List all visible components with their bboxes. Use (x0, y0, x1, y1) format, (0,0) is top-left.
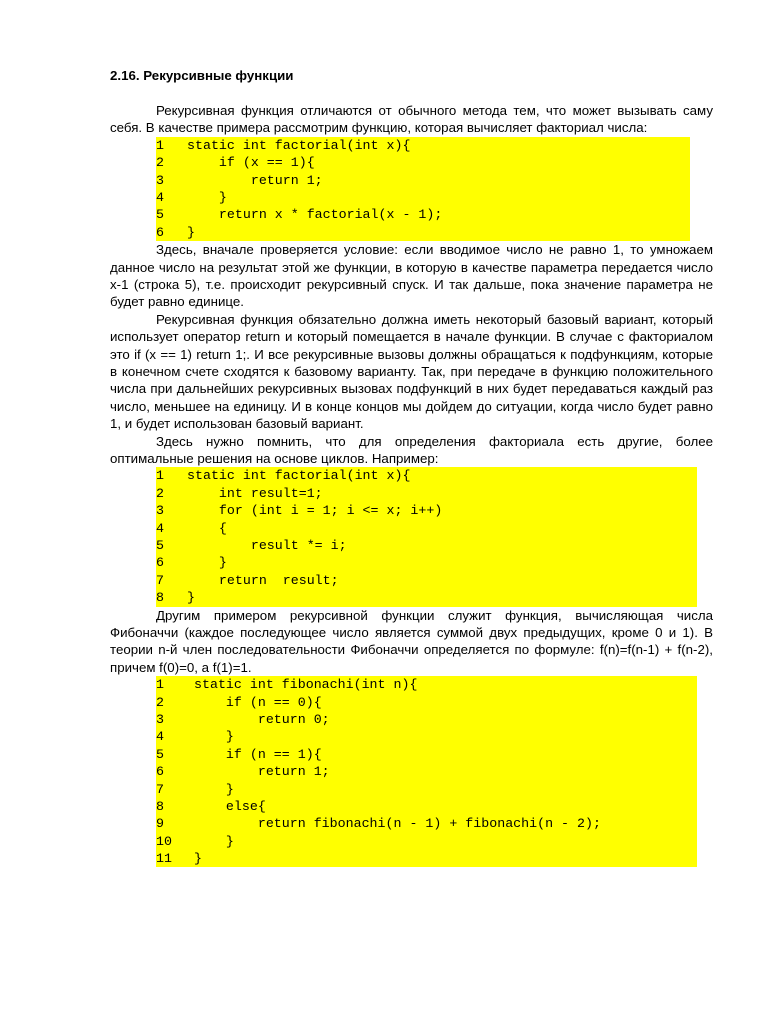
code-line (156, 224, 690, 241)
line-number: 1 (156, 137, 164, 153)
line-number: 10 (156, 833, 172, 849)
code-line (156, 502, 697, 519)
line-number: 4 (156, 520, 164, 536)
line-number: 2 (156, 485, 164, 501)
line-number: 6 (156, 224, 164, 240)
line-number: 8 (156, 798, 164, 814)
code-line (156, 206, 690, 223)
line-number: 4 (156, 189, 164, 205)
code-line (156, 172, 690, 189)
paragraph-loop-note: Здесь нужно помнить, что для определения факториала есть другие, более оптимальные решения на основе циклов. Например: (110, 433, 713, 467)
code-line (156, 154, 690, 171)
line-number: 7 (156, 572, 164, 588)
code-block-factorial-recursive (156, 137, 690, 241)
code-text: else{ (194, 798, 266, 814)
code-text: return x * factorial(x - 1); (187, 207, 443, 223)
code-text: result *= i; (187, 538, 347, 553)
paragraph-intro: Рекурсивная функция отличаются от обычного метода тем, что может вызывать саму себя. В качестве примера рассмотрим функцию, которая вычисляет факториал числа: (110, 103, 713, 136)
code-text: static int factorial(int x){ (187, 137, 411, 153)
line-number: 5 (156, 746, 164, 762)
code-text: } (187, 555, 227, 571)
code-line (156, 589, 697, 606)
code-line (156, 676, 697, 693)
section-title: 2.16. Рекурсивные функции (110, 68, 294, 83)
code-text: static int fibonachi(int n){ (194, 677, 418, 693)
code-line (156, 520, 697, 537)
line-number: 4 (156, 729, 164, 745)
line-number: 6 (156, 764, 164, 780)
code-line (156, 728, 697, 745)
code-line (156, 833, 697, 850)
code-line (156, 781, 697, 798)
code-text: return fibonachi(n - 1) + fibonachi(n - 2); (194, 816, 601, 832)
code-text: { (187, 520, 227, 536)
code-line (156, 711, 697, 728)
paragraph-fibonacci: Другим примером рекурсивной функции служит функция, вычисляющая числа Фибоначчи (каждое последующее число является суммой двух предыдущих, кроме 0 и 1). В теории n-й член последовательности Фибоначчи определяется по формуле: f(n)=f(n-1) + f(n-2), причем f(0)=0, а f(1)=1. (110, 607, 713, 675)
code-line (156, 485, 697, 502)
code-text: int result=1; (187, 485, 323, 501)
code-line (156, 763, 697, 780)
line-number: 7 (156, 781, 164, 797)
line-number: 9 (156, 816, 164, 832)
line-number: 5 (156, 538, 164, 553)
line-number: 2 (156, 694, 164, 710)
code-text: } (194, 833, 234, 849)
line-number: 3 (156, 503, 164, 519)
line-number: 6 (156, 555, 164, 571)
code-line (156, 694, 697, 711)
code-line (156, 746, 697, 763)
line-number: 2 (156, 155, 164, 171)
code-text: } (187, 590, 195, 606)
code-line (156, 798, 697, 815)
code-text: if (n == 1){ (194, 746, 322, 762)
code-block-factorial-loop (156, 467, 697, 606)
line-number: 1 (156, 468, 164, 484)
code-text: return result; (187, 572, 339, 588)
line-number: 3 (156, 711, 164, 727)
code-block-fibonacci (156, 676, 697, 867)
code-line (156, 189, 690, 206)
code-line (156, 537, 697, 554)
code-text: } (194, 781, 234, 797)
paragraph-base-case: Рекурсивная функция обязательно должна иметь некоторый базовый вариант, который использует оператор return и который помещается в начале функции. В случае с факториалом это if (x == 1) return 1;. И все рекурсивные вызовы должны обращаться к подфункциям, которые в конечном счете сходятся к базовому варианту. Так, при передаче в функцию положительного числа при дальнейших рекурсивных вызовах подфункций в них будет передаваться каждый раз число, меньшее на единицу. И в конце концов мы дойдем до ситуации, когда число будет равно 1, и будет использован базовый вариант. (110, 311, 713, 432)
line-number: 11 (156, 851, 172, 867)
code-line (156, 850, 697, 867)
code-text: for (int i = 1; i <= x; i++) (187, 503, 443, 519)
code-line (156, 467, 697, 484)
code-text: } (187, 189, 227, 205)
code-text: return 1; (187, 172, 323, 188)
code-line (156, 815, 697, 832)
code-text: } (187, 224, 195, 240)
line-number: 8 (156, 590, 164, 606)
code-text: static int factorial(int x){ (187, 468, 411, 484)
code-line (156, 572, 697, 589)
code-text: } (194, 729, 234, 745)
code-text: } (194, 851, 202, 867)
code-text: return 1; (194, 764, 330, 780)
code-text: if (x == 1){ (187, 155, 315, 171)
code-line (156, 554, 697, 571)
document-content (110, 67, 713, 867)
code-line (156, 137, 690, 154)
line-number: 5 (156, 207, 164, 223)
code-text: return 0; (194, 711, 330, 727)
line-number: 1 (156, 677, 164, 693)
code-text: if (n == 0){ (194, 694, 322, 710)
paragraph-explanation: Здесь, вначале проверяется условие: если вводимое число не равно 1, то умножаем данное число на результат этой же функции, в которую в качестве параметра передается число x-1 (строка 5), т.е. происходит рекурсивный спуск. И так дальше, пока значение параметра не будет равно единице. (110, 242, 713, 310)
line-number: 3 (156, 172, 164, 188)
